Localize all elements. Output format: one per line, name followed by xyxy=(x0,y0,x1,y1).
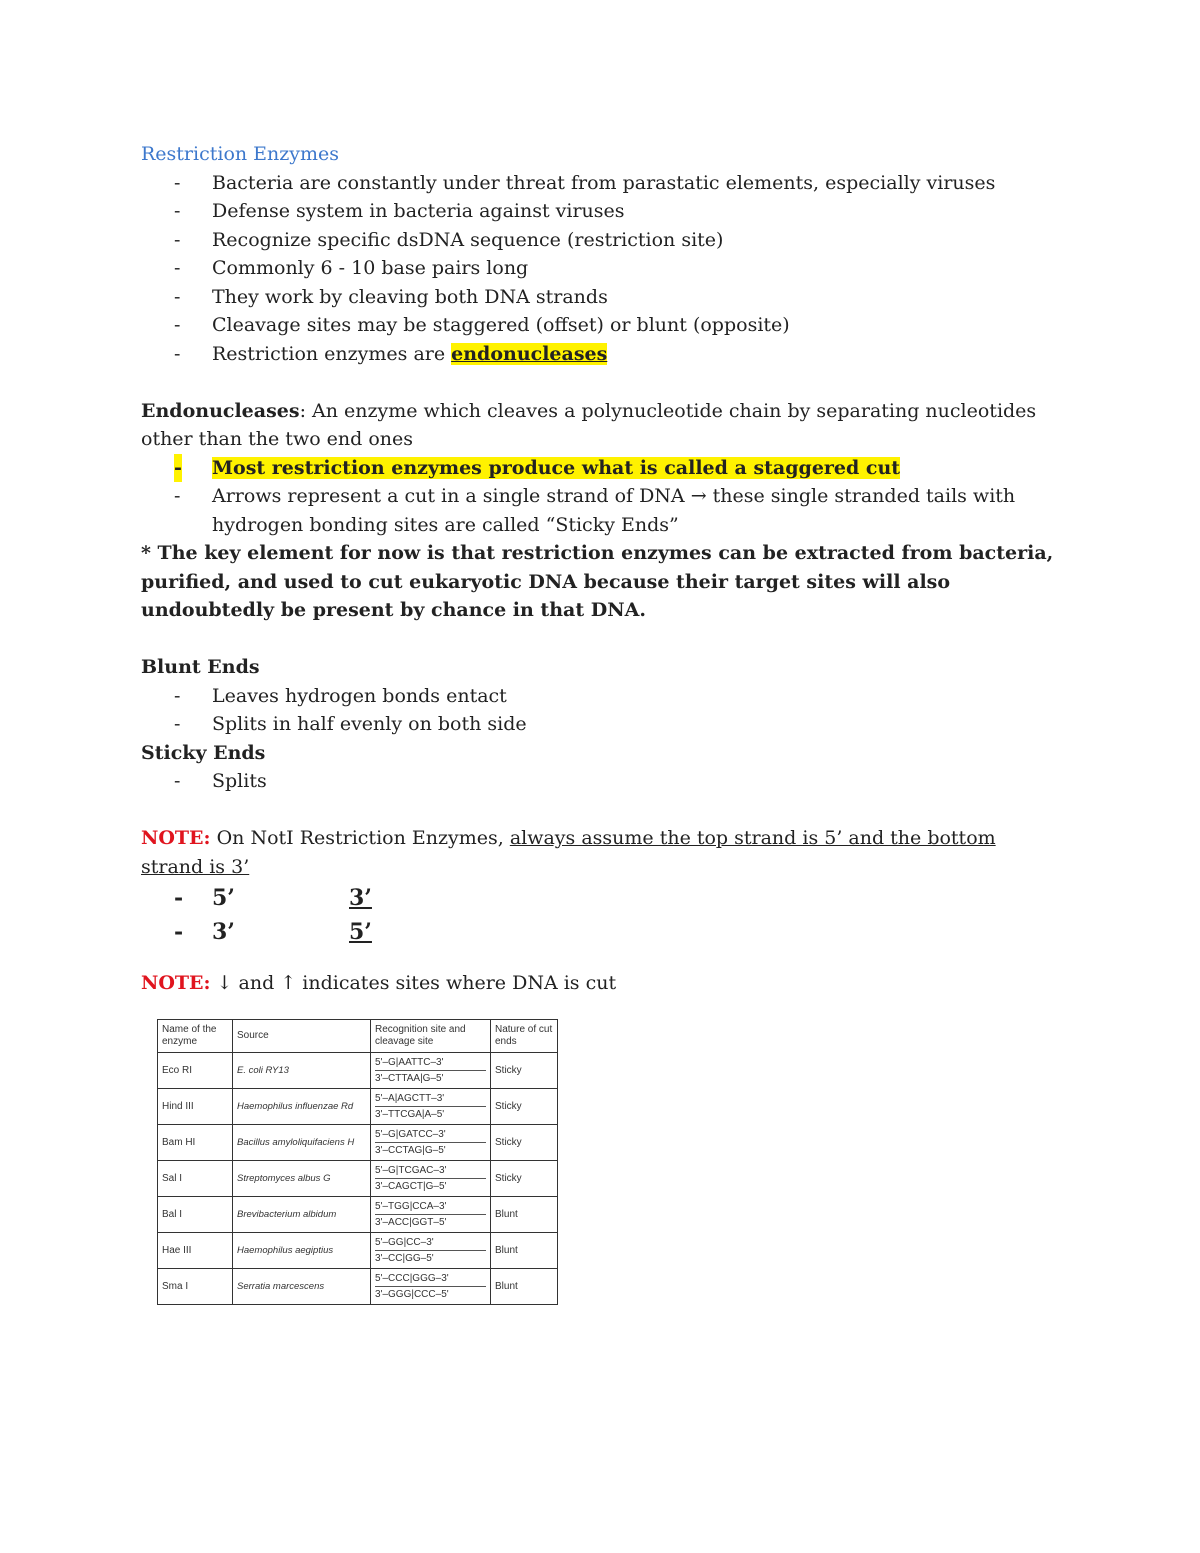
dash-marker: - xyxy=(174,200,181,222)
definition-paragraph: Endonucleases: An enzyme which cleaves a polynucleotide chain by separating nucleotides other than the two end ones xyxy=(141,399,1037,450)
blunt-ends-list xyxy=(141,682,1061,739)
dash-marker: - xyxy=(174,885,184,911)
endonucleases-term: endonucleases xyxy=(451,342,608,365)
list-item: - They work by cleaving both DNA strands xyxy=(141,283,1061,312)
table-row: Bam HI Bacillus amyloliquifaciens H 5'–G|GATCC–3' 3'–CCTAG|G–5' Sticky xyxy=(158,1125,558,1161)
list-item: - Restriction enzymes are endonucleases xyxy=(141,340,1061,369)
table-row: Sma I Serratia marcescens 5'–CCC|GGG–3' 3'–GGG|CCC–5' Blunt xyxy=(158,1269,558,1305)
list-item: - Bacteria are constantly under threat from parastatic elements, especially viruses xyxy=(141,169,1061,198)
table-row: Hae III Haemophilus aegiptius 5'–GG|CC–3' 3'–CC|GG–5' Blunt xyxy=(158,1233,558,1269)
sticky-ends-list xyxy=(141,767,1061,796)
dash-marker: - xyxy=(174,770,181,792)
column-header: Name of the enzyme xyxy=(158,1020,233,1053)
restriction-enzyme-table xyxy=(157,1019,558,1305)
list-item: - Splits in half evenly on both side xyxy=(141,710,1061,739)
note-label: NOTE: xyxy=(141,972,211,994)
highlighted-list-item: - Most restriction enzymes produce what is called a staggered cut xyxy=(141,454,1061,483)
dash-marker: - xyxy=(174,171,181,194)
list-item: - Recognize specific dsDNA sequence (restriction site) xyxy=(141,226,1061,255)
list-item: - Defense system in bacteria against viruses xyxy=(141,197,1061,226)
dash-marker: - xyxy=(174,713,181,735)
dash-marker: - xyxy=(174,919,184,945)
list-item: - Leaves hydrogen bonds entact xyxy=(141,682,1061,711)
dash-marker: - xyxy=(174,257,181,279)
note-strand-orientation: NOTE: On NotI Restriction Enzymes, always assume the top strand is 5’ and the bottom strand is 3’ xyxy=(141,827,996,878)
table-row: Sal I Streptomyces albus G 5'–G|TCGAC–3' 3'–CAGCT|G–5' Sticky xyxy=(158,1161,558,1197)
bottom-strand: - 3’ 5’ xyxy=(141,915,1061,949)
table-row: Hind III Haemophilus influenzae Rd 5'–A|AGCTT–3' 3'–TTCGA|A–5' Sticky xyxy=(158,1089,558,1125)
dash-marker: - xyxy=(174,314,181,336)
dash-marker: - xyxy=(174,485,181,507)
strand-list xyxy=(141,881,1061,949)
dash-marker: - xyxy=(174,684,181,707)
intro-bullet-list xyxy=(141,169,1061,369)
blunt-ends-heading: Blunt Ends xyxy=(141,656,260,678)
table-row: Eco RI E. coli RY13 5'–G|AATTC–3' 3'–CTTAA|G–5' Sticky xyxy=(158,1053,558,1089)
note-label: NOTE: xyxy=(141,827,211,849)
dash-marker: - xyxy=(174,342,181,365)
restriction-enzyme-table-image xyxy=(157,1019,557,1309)
dash-marker: - xyxy=(174,285,181,308)
column-header: Source xyxy=(233,1020,371,1053)
sticky-ends-heading: Sticky Ends xyxy=(141,741,266,764)
document-body xyxy=(141,140,1061,998)
column-header: Recognition site and cleavage site xyxy=(371,1020,491,1053)
list-item: - Commonly 6 - 10 base pairs long xyxy=(141,254,1061,283)
note-cut-sites: NOTE: ↓ and ↑ indicates sites where DNA is cut xyxy=(141,972,617,994)
table-header-row xyxy=(158,1020,558,1053)
top-strand: - 5’ 3’ xyxy=(141,881,1061,915)
list-item: - Cleavage sites may be staggered (offset) or blunt (opposite) xyxy=(141,311,1061,340)
definition-term: Endonucleases xyxy=(141,399,300,422)
key-note: * The key element for now is that restriction enzymes can be extracted from bacteria, purified, and used to cut eukaryotic DNA because their target sites will also undoubtedly be present by chance in that DNA. xyxy=(141,542,1054,621)
column-header: Nature of cut ends xyxy=(491,1020,558,1053)
definition-bullet-list xyxy=(141,454,1061,540)
dash-marker: - xyxy=(174,454,182,483)
table-row: Bal I Brevibacterium albidum 5'–TGG|CCA–3' 3'–ACC|GGT–5' Blunt xyxy=(158,1197,558,1233)
list-item: - Splits xyxy=(141,767,1061,796)
list-item: - Arrows represent a cut in a single strand of DNA → these single stranded tails with hydrogen bonding sites are called “Sticky Ends” xyxy=(141,482,1061,539)
dash-marker: - xyxy=(174,228,181,251)
section-heading: Restriction Enzymes xyxy=(141,143,340,165)
